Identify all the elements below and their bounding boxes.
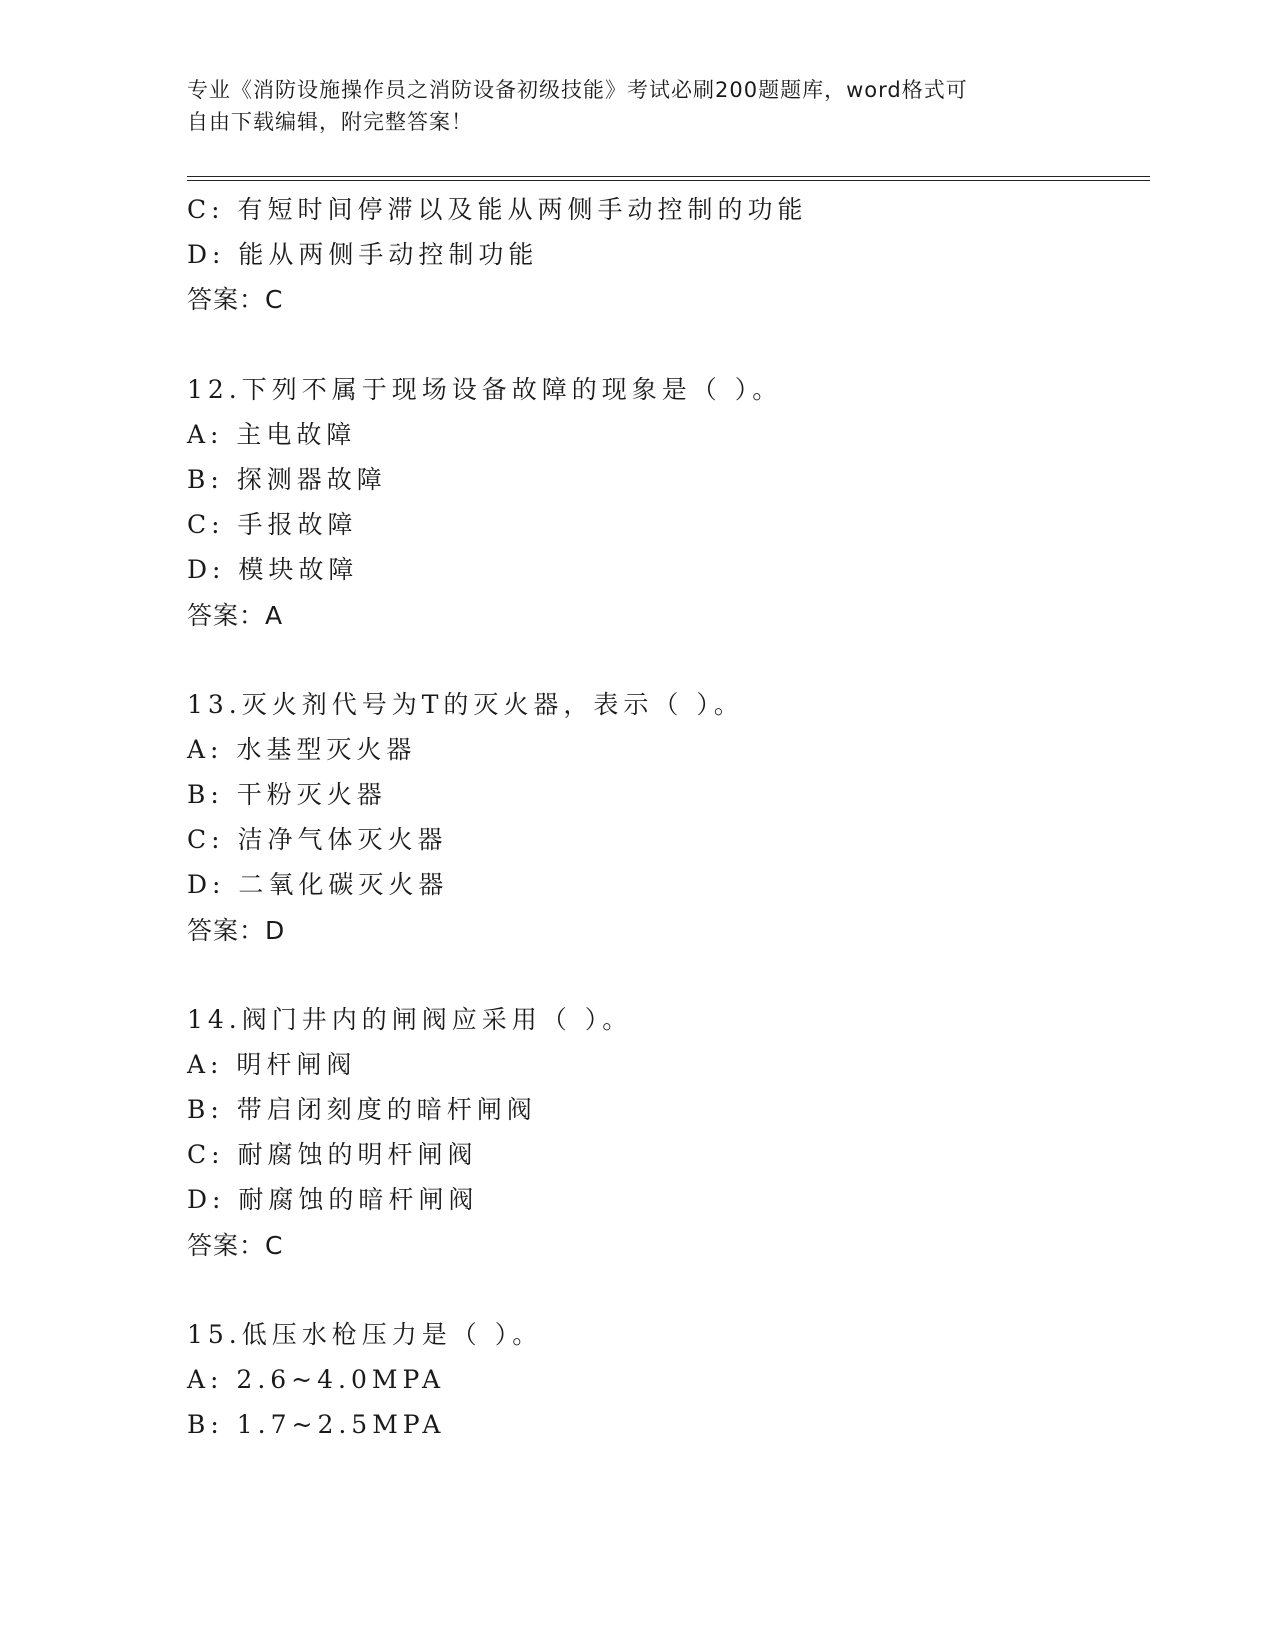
q13-option-d: D: 二氧化碳灭火器 xyxy=(187,870,449,899)
q15-option-b: B: 1.7~2.5MPA xyxy=(187,1410,446,1439)
header-divider xyxy=(187,176,1150,181)
q13-option-a: A: 水基型灭火器 xyxy=(187,735,417,764)
q15-title: 15.低压水枪压力是（ ）。 xyxy=(187,1320,543,1349)
q12-option-c: C: 手报故障 xyxy=(187,510,358,539)
q11-option-c: C: 有短时间停滞以及能从两侧手动控制的功能 xyxy=(187,195,808,224)
q12-option-b: B: 探测器故障 xyxy=(187,465,387,494)
q14-title: 14.阀门井内的闸阀应采用（ ）。 xyxy=(187,1005,633,1034)
q11-answer: 答案：C xyxy=(187,285,284,314)
q14-option-a: A: 明杆闸阀 xyxy=(187,1050,357,1079)
q12-answer: 答案：A xyxy=(187,601,284,630)
q12-option-a: A: 主电故障 xyxy=(187,420,357,449)
q14-answer: 答案：C xyxy=(187,1231,284,1260)
q14-option-c: C: 耐腐蚀的明杆闸阀 xyxy=(187,1140,478,1169)
q13-answer: 答案：D xyxy=(187,916,286,945)
q12-option-d: D: 模块故障 xyxy=(187,555,359,584)
q14-option-d: D: 耐腐蚀的暗杆闸阀 xyxy=(187,1185,479,1214)
q13-option-b: B: 干粉灭火器 xyxy=(187,780,387,809)
q12-title: 12.下列不属于现场设备故障的现象是（ ）。 xyxy=(187,375,783,404)
q11-option-d: D: 能从两侧手动控制功能 xyxy=(187,240,539,269)
q15-option-a: A: 2.6~4.0MPA xyxy=(187,1365,446,1394)
q13-title: 13.灭火剂代号为T的灭火器，表示（ ）。 xyxy=(187,690,744,719)
document-header xyxy=(187,74,1067,138)
q14-option-b: B: 带启闭刻度的暗杆闸阀 xyxy=(187,1095,537,1124)
q13-option-c: C: 洁净气体灭火器 xyxy=(187,825,448,854)
header-line-2: 自由下载编辑，附完整答案！ xyxy=(187,110,473,134)
header-line-1: 专业《消防设施操作员之消防设备初级技能》考试必刷200题题库，word格式可 xyxy=(187,78,968,102)
